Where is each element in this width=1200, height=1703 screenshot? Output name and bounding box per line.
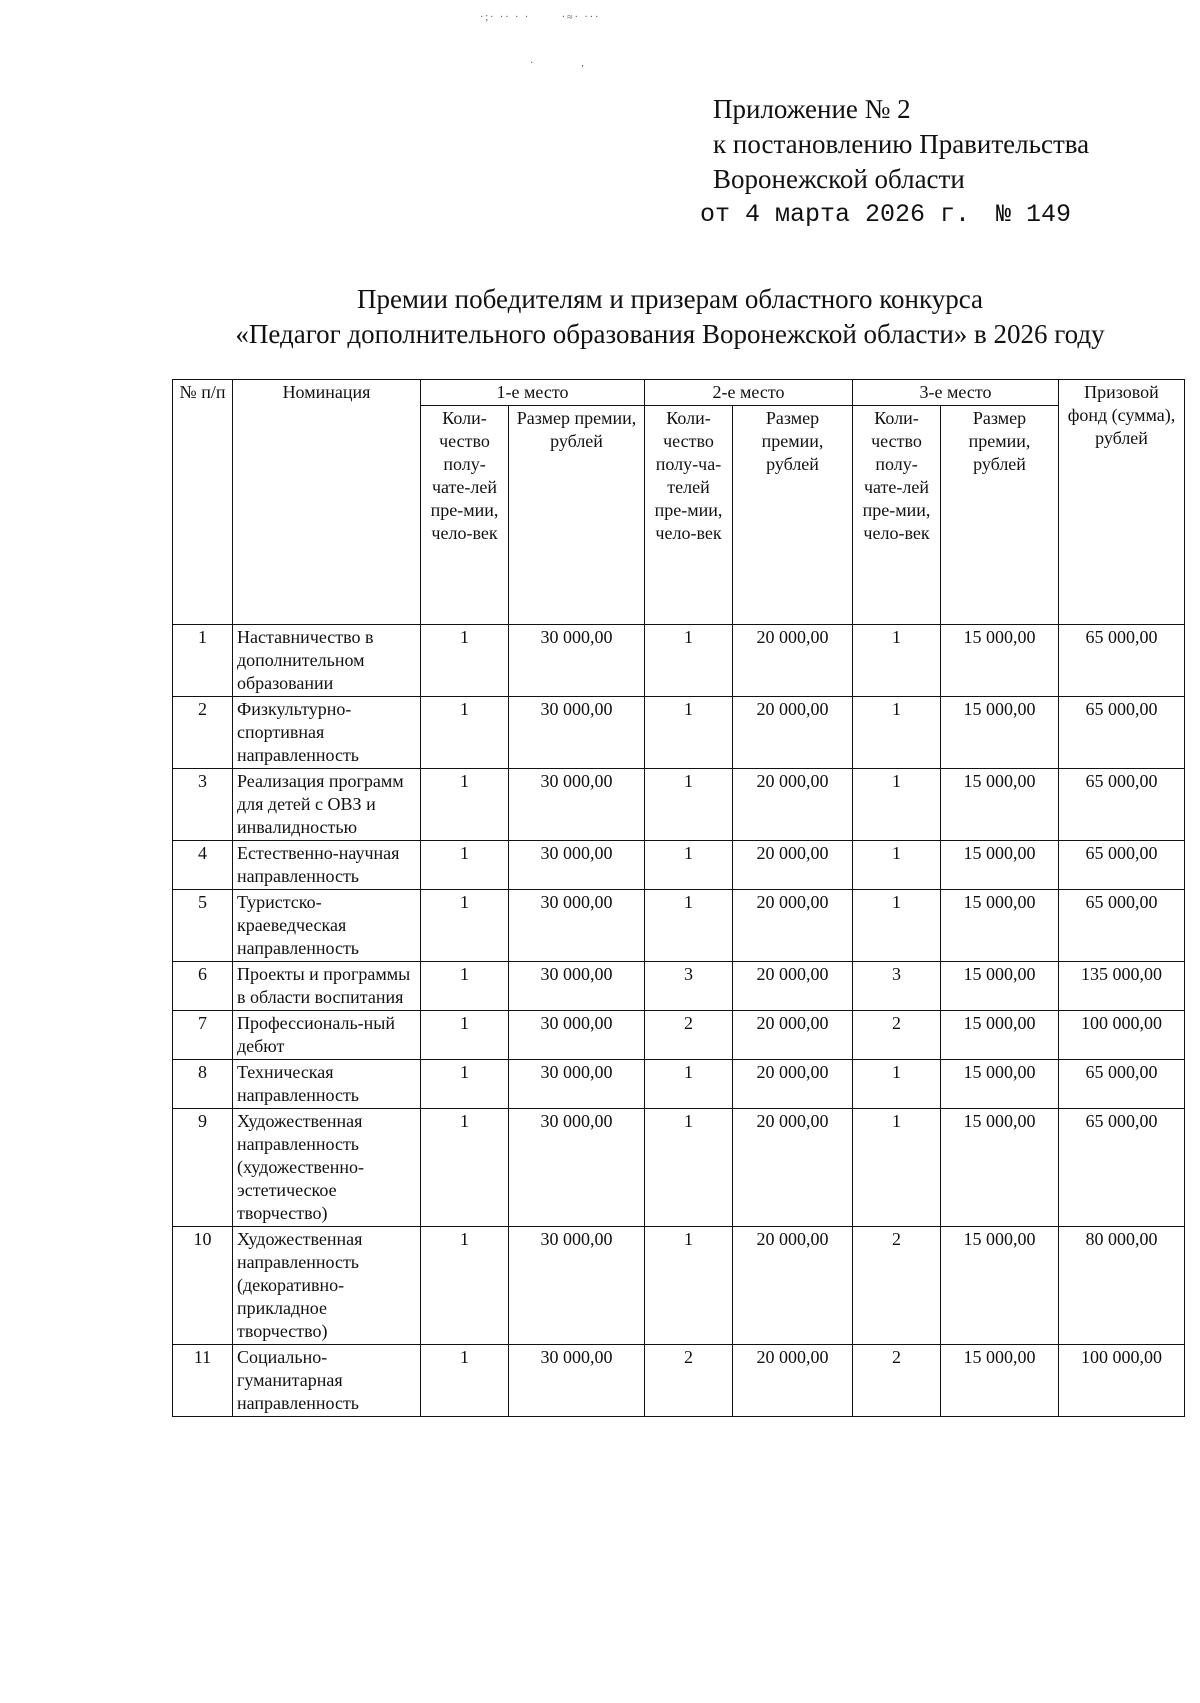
row-amount-1: 30 000,00	[509, 1060, 645, 1109]
decree-line	[700, 200, 1071, 229]
row-amount-1: 30 000,00	[509, 769, 645, 841]
row-count-1: 1	[421, 1109, 509, 1227]
row-amount-2: 20 000,00	[733, 1227, 853, 1345]
row-amount-3: 15 000,00	[941, 962, 1059, 1011]
row-count-2: 1	[645, 890, 733, 962]
row-count-1: 1	[421, 697, 509, 769]
row-amount-3: 15 000,00	[941, 841, 1059, 890]
row-count-2: 1	[645, 1227, 733, 1345]
row-count-1: 1	[421, 1345, 509, 1417]
row-number: 3	[173, 769, 233, 841]
header-place-2: 2-е место	[645, 380, 853, 406]
row-amount-2: 20 000,00	[733, 1345, 853, 1417]
header-place-3: 3-е место	[853, 380, 1059, 406]
row-fund: 65 000,00	[1059, 697, 1185, 769]
appendix-number: Приложение № 2	[713, 94, 911, 124]
header-count-1: Коли-чество полу-чате-лей пре-мии, чело-век	[421, 406, 509, 625]
row-amount-2: 20 000,00	[733, 1011, 853, 1060]
row-count-2: 1	[645, 1060, 733, 1109]
table-row	[173, 1345, 1185, 1417]
row-count-3: 1	[853, 1109, 941, 1227]
row-count-2: 1	[645, 769, 733, 841]
row-amount-1: 30 000,00	[509, 697, 645, 769]
appendix-decree-ref: к постановлению Правительства	[713, 129, 1090, 159]
row-amount-1: 30 000,00	[509, 1345, 645, 1417]
row-amount-3: 15 000,00	[941, 625, 1059, 697]
row-amount-3: 15 000,00	[941, 769, 1059, 841]
row-number: 6	[173, 962, 233, 1011]
row-amount-1: 30 000,00	[509, 962, 645, 1011]
document-title	[170, 282, 1170, 352]
row-fund: 65 000,00	[1059, 625, 1185, 697]
row-number: 9	[173, 1109, 233, 1227]
row-amount-2: 20 000,00	[733, 841, 853, 890]
header-count-3: Коли-чество полу-чате-лей пре-мии, чело-век	[853, 406, 941, 625]
row-count-2: 1	[645, 1109, 733, 1227]
row-amount-1: 30 000,00	[509, 890, 645, 962]
table-row	[173, 841, 1185, 890]
title-line-2: «Педагог дополнительного образования Воронежской области» в 2026 году	[235, 319, 1105, 349]
row-number: 2	[173, 697, 233, 769]
row-amount-2: 20 000,00	[733, 1060, 853, 1109]
row-amount-2: 20 000,00	[733, 625, 853, 697]
header-row-1	[173, 380, 1185, 406]
row-count-3: 2	[853, 1227, 941, 1345]
row-fund: 135 000,00	[1059, 962, 1185, 1011]
row-nomination: Профессиональ-ный дебют	[233, 1011, 421, 1060]
row-number: 4	[173, 841, 233, 890]
row-count-1: 1	[421, 1060, 509, 1109]
row-nomination: Туристско-краеведческая направленность	[233, 890, 421, 962]
row-amount-3: 15 000,00	[941, 1060, 1059, 1109]
row-amount-1: 30 000,00	[509, 1109, 645, 1227]
row-count-2: 1	[645, 697, 733, 769]
appendix-region: Воронежской области	[713, 164, 965, 194]
row-number: 1	[173, 625, 233, 697]
row-fund: 80 000,00	[1059, 1227, 1185, 1345]
row-nomination: Художественная направленность (декоративно-прикладное творчество)	[233, 1227, 421, 1345]
header-amount-3: Размер премии, рублей	[941, 406, 1059, 625]
decree-number: № 149	[996, 200, 1072, 229]
row-nomination: Проекты и программы в области воспитания	[233, 962, 421, 1011]
table-body	[173, 625, 1185, 1417]
row-nomination: Художественная направленность (художественно-эстетическое творчество)	[233, 1109, 421, 1227]
row-count-3: 2	[853, 1345, 941, 1417]
row-nomination: Наставничество в дополнительном образовании	[233, 625, 421, 697]
row-fund: 100 000,00	[1059, 1345, 1185, 1417]
table-row	[173, 1060, 1185, 1109]
row-number: 10	[173, 1227, 233, 1345]
row-count-2: 3	[645, 962, 733, 1011]
table-row	[173, 1109, 1185, 1227]
row-amount-2: 20 000,00	[733, 962, 853, 1011]
table-row	[173, 697, 1185, 769]
appendix-block	[713, 92, 1089, 197]
row-count-2: 2	[645, 1011, 733, 1060]
row-fund: 65 000,00	[1059, 769, 1185, 841]
row-nomination: Техническая направленность	[233, 1060, 421, 1109]
row-amount-2: 20 000,00	[733, 697, 853, 769]
row-count-2: 2	[645, 1345, 733, 1417]
row-count-3: 1	[853, 841, 941, 890]
row-fund: 65 000,00	[1059, 1060, 1185, 1109]
row-amount-3: 15 000,00	[941, 1345, 1059, 1417]
header-nomination: Номинация	[233, 380, 421, 625]
row-count-3: 3	[853, 962, 941, 1011]
row-nomination: Физкультурно-спортивная направленность	[233, 697, 421, 769]
row-number: 7	[173, 1011, 233, 1060]
row-nomination: Социально-гуманитарная направленность	[233, 1345, 421, 1417]
row-count-3: 1	[853, 697, 941, 769]
row-amount-3: 15 000,00	[941, 1011, 1059, 1060]
header-num: № п/п	[173, 380, 233, 625]
row-count-1: 1	[421, 769, 509, 841]
header-place-1: 1-е место	[421, 380, 645, 406]
row-number: 11	[173, 1345, 233, 1417]
row-number: 8	[173, 1060, 233, 1109]
row-count-1: 1	[421, 625, 509, 697]
header-fund: Призовой фонд (сумма), рублей	[1059, 380, 1185, 625]
row-count-3: 1	[853, 1060, 941, 1109]
row-count-1: 1	[421, 890, 509, 962]
row-count-2: 1	[645, 841, 733, 890]
row-count-1: 1	[421, 1011, 509, 1060]
row-nomination: Реализация программ для детей с ОВЗ и инвалидностью	[233, 769, 421, 841]
row-fund: 65 000,00	[1059, 890, 1185, 962]
row-amount-1: 30 000,00	[509, 625, 645, 697]
row-amount-2: 20 000,00	[733, 1109, 853, 1227]
row-amount-3: 15 000,00	[941, 1109, 1059, 1227]
row-amount-3: 15 000,00	[941, 1227, 1059, 1345]
header-count-2: Коли-чество полу-ча-телей пре-мии, чело-век	[645, 406, 733, 625]
header-amount-1: Размер премии, рублей	[509, 406, 645, 625]
row-count-1: 1	[421, 962, 509, 1011]
row-number: 5	[173, 890, 233, 962]
row-count-3: 1	[853, 890, 941, 962]
row-count-1: 1	[421, 841, 509, 890]
table-row	[173, 890, 1185, 962]
row-count-3: 1	[853, 625, 941, 697]
row-fund: 65 000,00	[1059, 1109, 1185, 1227]
table-row	[173, 625, 1185, 697]
row-count-1: 1	[421, 1227, 509, 1345]
row-count-3: 1	[853, 769, 941, 841]
table-row	[173, 1227, 1185, 1345]
title-line-1: Премии победителям и призерам областного конкурса	[356, 284, 984, 314]
table-row	[173, 1011, 1185, 1060]
row-count-2: 1	[645, 625, 733, 697]
row-fund: 100 000,00	[1059, 1011, 1185, 1060]
row-amount-2: 20 000,00	[733, 890, 853, 962]
table-row	[173, 769, 1185, 841]
row-fund: 65 000,00	[1059, 841, 1185, 890]
row-amount-3: 15 000,00	[941, 697, 1059, 769]
row-amount-3: 15 000,00	[941, 890, 1059, 962]
header-amount-2: Размер премии, рублей	[733, 406, 853, 625]
row-amount-1: 30 000,00	[509, 1227, 645, 1345]
scan-artifact: · ‚	[530, 58, 585, 69]
row-amount-2: 20 000,00	[733, 769, 853, 841]
table-row	[173, 962, 1185, 1011]
row-amount-1: 30 000,00	[509, 1011, 645, 1060]
scan-artifact: ·;· ·· · · ·≈· ···	[480, 12, 601, 23]
row-nomination: Естественно-научная направленность	[233, 841, 421, 890]
decree-date: от 4 марта 2026 г.	[700, 200, 971, 229]
prizes-table	[172, 379, 1185, 1417]
row-amount-1: 30 000,00	[509, 841, 645, 890]
row-count-3: 2	[853, 1011, 941, 1060]
